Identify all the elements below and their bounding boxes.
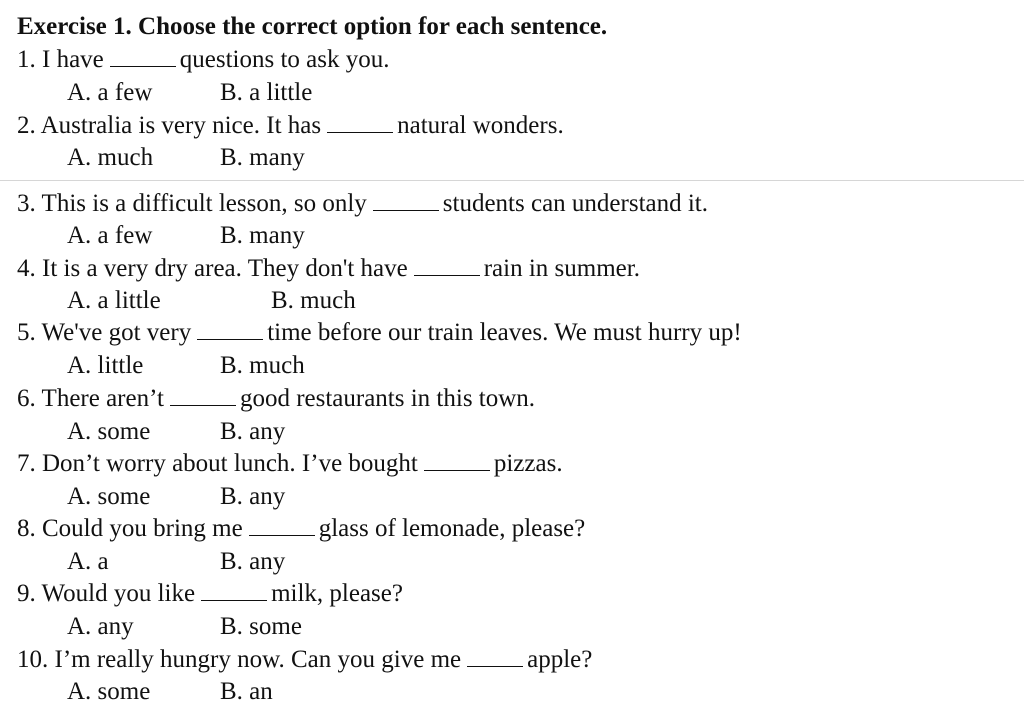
answer-blank (201, 582, 267, 601)
question-1-text-before: 1. I have (17, 46, 104, 73)
question-10-text-after: apple? (527, 646, 593, 673)
answer-blank (110, 48, 176, 67)
question-9-option-a: A. any (67, 613, 134, 640)
question-3-text-after: students can understand it. (442, 190, 709, 217)
question-1 (17, 45, 390, 75)
question-3 (17, 189, 708, 219)
answer-blank (249, 517, 315, 536)
question-10-option-b: B. an (220, 678, 273, 705)
question-8 (17, 514, 585, 544)
question-10-option-a: A. some (67, 678, 151, 705)
question-7 (17, 449, 563, 479)
question-6-option-b: B. any (220, 418, 286, 445)
exercise-title: Exercise 1. Choose the correct option for each sentence. (17, 13, 608, 40)
question-7-option-a: A. some (67, 483, 151, 510)
question-6-text-before: 6. There aren’t (17, 385, 164, 412)
question-2-option-a: A. much (67, 144, 154, 171)
question-8-text-before: 8. Could you bring me (17, 515, 243, 542)
question-2-text-before: 2. Australia is very nice. It has (17, 112, 322, 139)
answer-blank (414, 257, 480, 276)
question-5-text-after: time before our train leaves. We must hurry up! (267, 319, 742, 346)
question-9-text-after: milk, please? (271, 580, 403, 607)
question-1-option-b: B. a little (220, 79, 313, 106)
question-1-text-after: questions to ask you. (179, 46, 390, 73)
question-1-option-a: A. a few (67, 79, 153, 106)
question-4-option-b: B. much (271, 287, 356, 314)
answer-blank (327, 114, 393, 133)
question-3-text-before: 3. This is a difficult lesson, so only (17, 190, 367, 217)
question-10 (17, 645, 592, 675)
answer-blank (373, 192, 439, 211)
question-2-option-b: B. many (220, 144, 305, 171)
question-3-option-b: B. many (220, 222, 305, 249)
question-6-option-a: A. some (67, 418, 151, 445)
answer-blank (467, 648, 523, 667)
question-9 (17, 579, 403, 609)
question-5-option-a: A. little (67, 352, 144, 379)
question-10-text-before: 10. I’m really hungry now. Can you give me (17, 646, 462, 673)
question-7-text-before: 7. Don’t worry about lunch. I’ve bought (17, 450, 418, 477)
question-2-text-after: natural wonders. (397, 112, 564, 139)
question-6-text-after: good restaurants in this town. (239, 385, 536, 412)
question-4 (17, 254, 640, 284)
question-6 (17, 384, 535, 414)
question-4-option-a: A. a little (67, 287, 161, 314)
question-4-text-after: rain in summer. (483, 255, 640, 282)
question-2 (17, 111, 564, 141)
question-5-option-b: B. much (220, 352, 305, 379)
answer-blank (197, 321, 263, 340)
question-7-text-after: pizzas. (493, 450, 563, 477)
question-8-option-a: A. a (67, 548, 109, 575)
question-5 (17, 318, 742, 348)
page-divider (0, 180, 1024, 181)
question-9-text-before: 9. Would you like (17, 580, 196, 607)
answer-blank (170, 387, 236, 406)
question-8-option-b: B. any (220, 548, 286, 575)
answer-blank (424, 452, 490, 471)
question-4-text-before: 4. It is a very dry area. They don't have (17, 255, 408, 282)
question-3-option-a: A. a few (67, 222, 153, 249)
question-9-option-b: B. some (220, 613, 302, 640)
question-5-text-before: 5. We've got very (17, 319, 192, 346)
question-7-option-b: B. any (220, 483, 286, 510)
question-8-text-after: glass of lemonade, please? (318, 515, 586, 542)
